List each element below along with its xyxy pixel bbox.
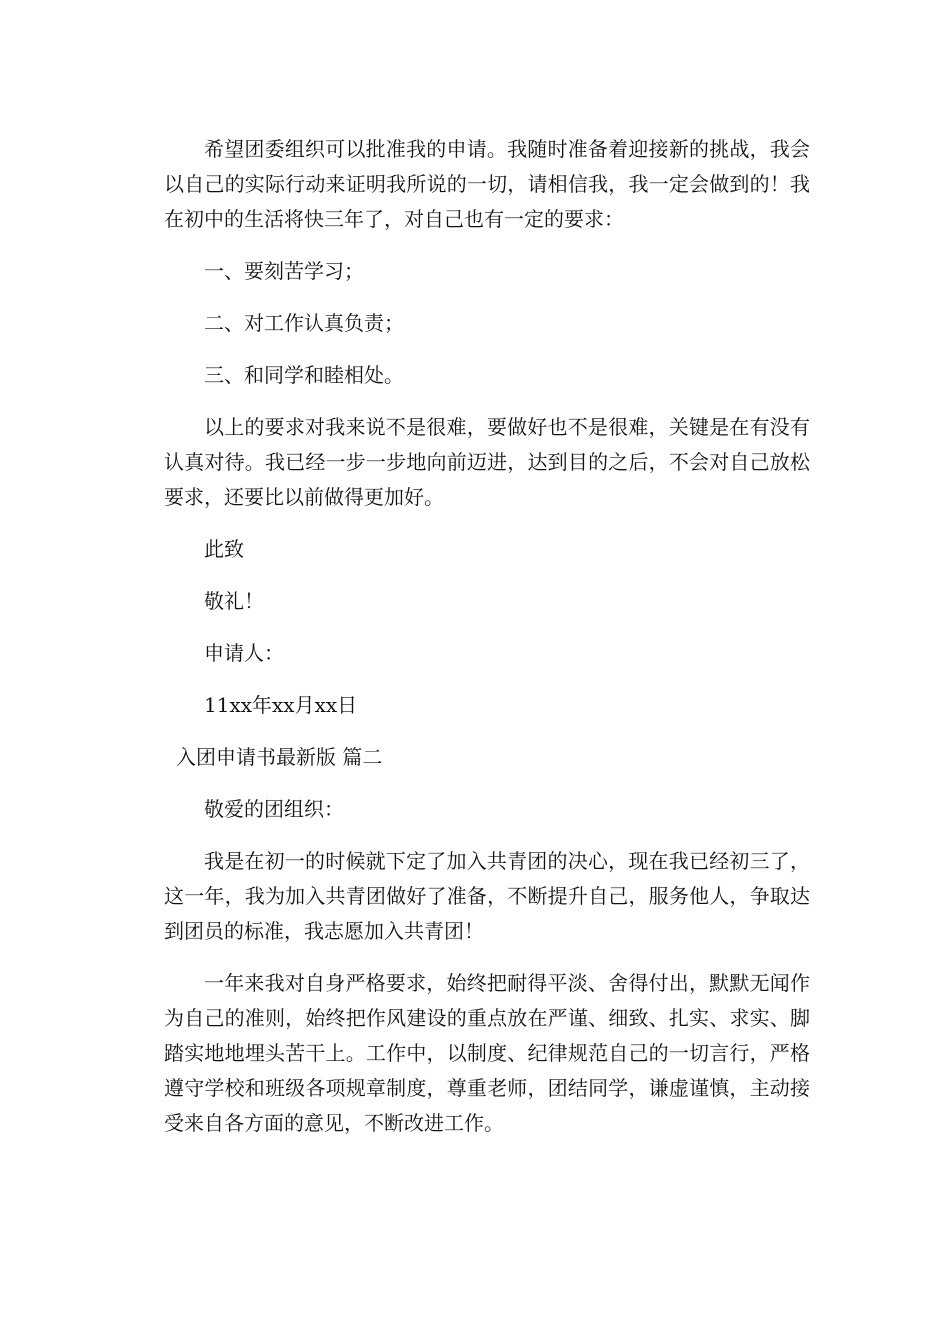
requirement-item-3: 三、和同学和睦相处。 — [204, 363, 404, 387]
paragraph-requirements-summary: 以上的要求对我来说不是很难，要做好也不是很难，关键是在有没有认真对待。我已经一步一步地向前迈进，达到目的之后，不会对自己放松要求，还要比以前做得更加好。 — [164, 415, 810, 509]
paragraph-decision: 我是在初一的时候就下定了加入共青团的决心，现在我已经初三了，这一年，我为加入共青团做好了准备，不断提升自己，服务他人，争取达到团员的标准，我志愿加入共青团！ — [164, 849, 810, 943]
paragraph-approval-request: 希望团委组织可以批准我的申请。我随时准备着迎接新的挑战，我会以自己的实际行动来证明我所说的一切，请相信我，我一定会做到的！我在初中的生活将快三年了，对自己也有一定的要求： — [164, 137, 810, 231]
requirement-item-1: 一、要刻苦学习； — [204, 259, 364, 283]
letter-greeting: 敬爱的团组织： — [204, 797, 344, 821]
closing-regards: 敬礼！ — [204, 589, 264, 613]
paragraph-self-discipline: 一年来我对自身严格要求，始终把耐得平淡、舍得付出，默默无闻作为自己的准则，始终把作风建设的重点放在严谨、细致、扎实、求实、脚踏实地地埋头苦干上。工作中，以制度、纪律规范自己的一切言行，严格遵守学校和班级各项规章制度，尊重老师，团结同学，谦虚谨慎，主动接受来自各方面的意见，不断改进工作。 — [164, 971, 810, 1135]
closing-salutation: 此致 — [204, 537, 244, 561]
section-heading-part-two: 入团申请书最新版 篇二 — [176, 745, 383, 769]
requirement-item-2: 二、对工作认真负责； — [204, 311, 404, 335]
application-date: 11xx年xx月xx日 — [204, 693, 358, 717]
applicant-label: 申请人： — [204, 641, 284, 665]
document-body — [164, 132, 810, 1158]
